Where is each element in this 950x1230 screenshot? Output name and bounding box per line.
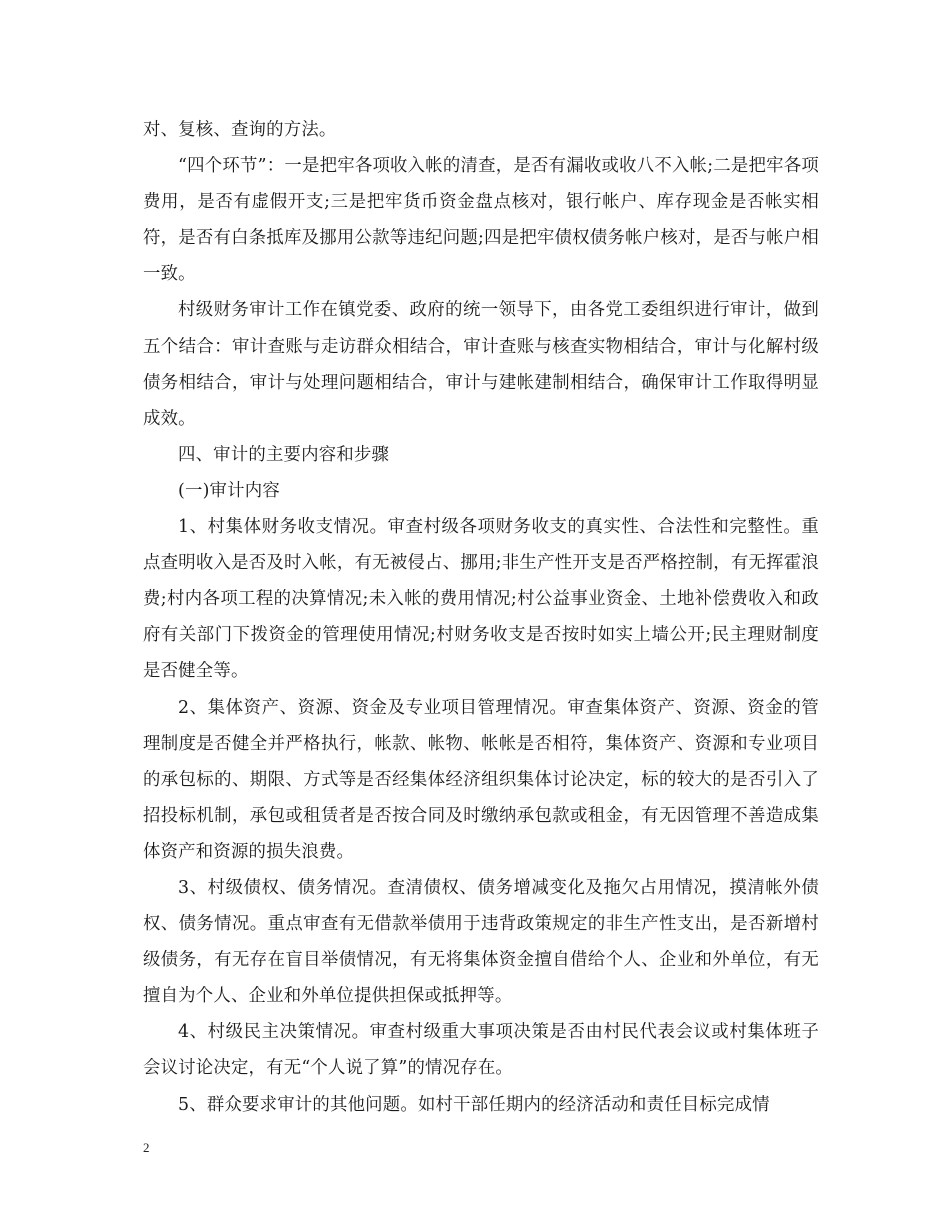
subsection-heading: (一)审计内容 <box>178 480 280 501</box>
document-body <box>143 112 819 1123</box>
paragraph-3: 村级财务审计工作在镇党委、政府的统一领导下，由各党工委组织进行审计，做到五个结合：审计查账与走访群众相结合，审计查账与核查实物相结合，审计与化解村级债务相结合，审计与处理问题相结合，审计与建帐建制相结合，确保审计工作取得明显成效。 <box>143 300 819 429</box>
paragraph-1: 对、复核、查询的方法。 <box>143 120 337 140</box>
paragraph-item-2: 2、集体资产、资源、资金及专业项目管理情况。审查集体资产、资源、资金的管理制度是否健全并严格执行，帐款、帐物、帐帐是否相符，集体资产、资源和专业项目的承包标的、期限、方式等是否经集体经济组织集体讨论决定，标的较大的是否引入了招投标机制，承包或租赁者是否按合同及时缴纳承包款或租金，有无因管理不善造成集体资产和资源的损失浪费。 <box>143 697 819 862</box>
paragraph-item-5: 5、群众要求审计的其他问题。如村干部任期内的经济活动和责任目标完成情 <box>178 1094 770 1115</box>
paragraph-item-3: 3、村级债权、债务情况。查清债权、债务增减变化及拖欠占用情况，摸清帐外债权、债务情况。重点审查有无借款举债用于违背政策规定的非生产性支出，是否新增村级债务，有无存在盲目举债情况，有无将集体资金擅自借给个人、企业和外单位，有无擅自为个人、企业和外单位提供担保或抵押等。 <box>143 877 819 1007</box>
paragraph-2: “四个环节”：一是把牢各项收入帐的清查，是否有漏收或收八不入帐;二是把牢各项费用，是否有虚假开支;三是把牢货币资金盘点核对，银行帐户、库存现金是否帐实相符，是否有白条抵库及挪用公款等违纪问题;四是把牢债权债务帐户核对，是否与帐户相一致。 <box>143 156 819 285</box>
paragraph-item-1: 1、村集体财务收支情况。审查村级各项财务收支的真实性、合法性和完整性。重点查明收入是否及时入帐，有无被侵占、挪用;非生产性开支是否严格控制，有无挥霍浪费;村内各项工程的决算情况;未入帐的费用情况;村公益事业资金、土地补偿费收入和政府有关部门下拨资金的管理使用情况;村财务收支是否按时如实上墙公开;民主理财制度是否健全等。 <box>143 517 819 682</box>
paragraph-item-4: 4、村级民主决策情况。审查村级重大事项决策是否由村民代表会议或村集体班子会议讨论决定，有无“个人说了算”的情况存在。 <box>143 1022 819 1079</box>
page-number: 2 <box>143 1140 150 1155</box>
section-heading: 四、审计的主要内容和步骤 <box>178 444 390 465</box>
